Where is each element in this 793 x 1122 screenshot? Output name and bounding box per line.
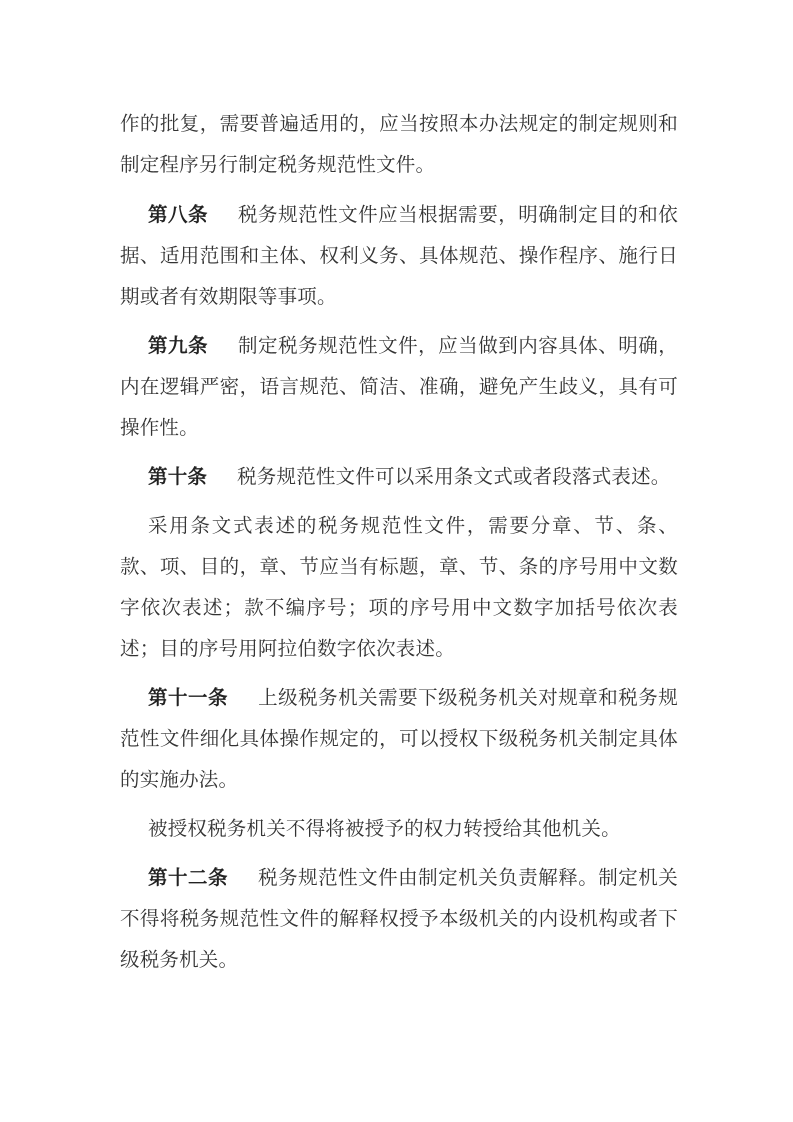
article-11-paragraph-2 xyxy=(120,808,678,849)
article-number: 第十二条 xyxy=(148,866,229,889)
article-9 xyxy=(120,325,678,448)
paragraph-continuation xyxy=(120,103,678,185)
article-number: 第八条 xyxy=(148,203,209,226)
paragraph-text: 税务规范性文件应当根据需要，明确制定目的和依据、适用范围和主体、权利义务、具体规范、操作程序、施行日期或者有效期限等事项。 xyxy=(120,203,678,308)
paragraph-text: 作的批复，需要普遍适用的，应当按照本办法规定的制定规则和制定程序另行制定税务规范性文件。 xyxy=(120,112,678,176)
article-12 xyxy=(120,857,678,980)
paragraph-text: 税务规范性文件可以采用条文式或者段落式表述。 xyxy=(237,465,671,488)
document-page xyxy=(120,103,678,988)
paragraph-text: 上级税务机关需要下级税务机关对规章和税务规范性文件细化具体操作规定的，可以授权下级税务机关制定具体的实施办法。 xyxy=(120,686,678,791)
article-10 xyxy=(120,456,678,497)
paragraph-text: 税务规范性文件由制定机关负责解释。制定机关不得将税务规范性文件的解释权授予本级机关的内设机构或者下级税务机关。 xyxy=(120,866,678,971)
paragraph-text: 制定税务规范性文件，应当做到内容具体、明确，内在逻辑严密，语言规范、简洁、准确，避免产生歧义，具有可操作性。 xyxy=(120,334,678,439)
paragraph-text: 被授权税务机关不得将被授予的权力转授给其他机关。 xyxy=(148,817,621,840)
article-8 xyxy=(120,194,678,317)
paragraph-text: 采用条文式表述的税务规范性文件，需要分章、节、条、款、项、目的，章、节应当有标题，章、节、条的序号用中文数字依次表述；款不编序号；项的序号用中文数字加括号依次表述；目的序号用阿拉伯数字依次表述。 xyxy=(120,514,678,660)
article-number: 第九条 xyxy=(148,334,209,357)
article-11 xyxy=(120,677,678,800)
article-10-paragraph-2 xyxy=(120,505,678,669)
article-number: 第十条 xyxy=(148,465,208,488)
article-number: 第十一条 xyxy=(148,686,229,709)
